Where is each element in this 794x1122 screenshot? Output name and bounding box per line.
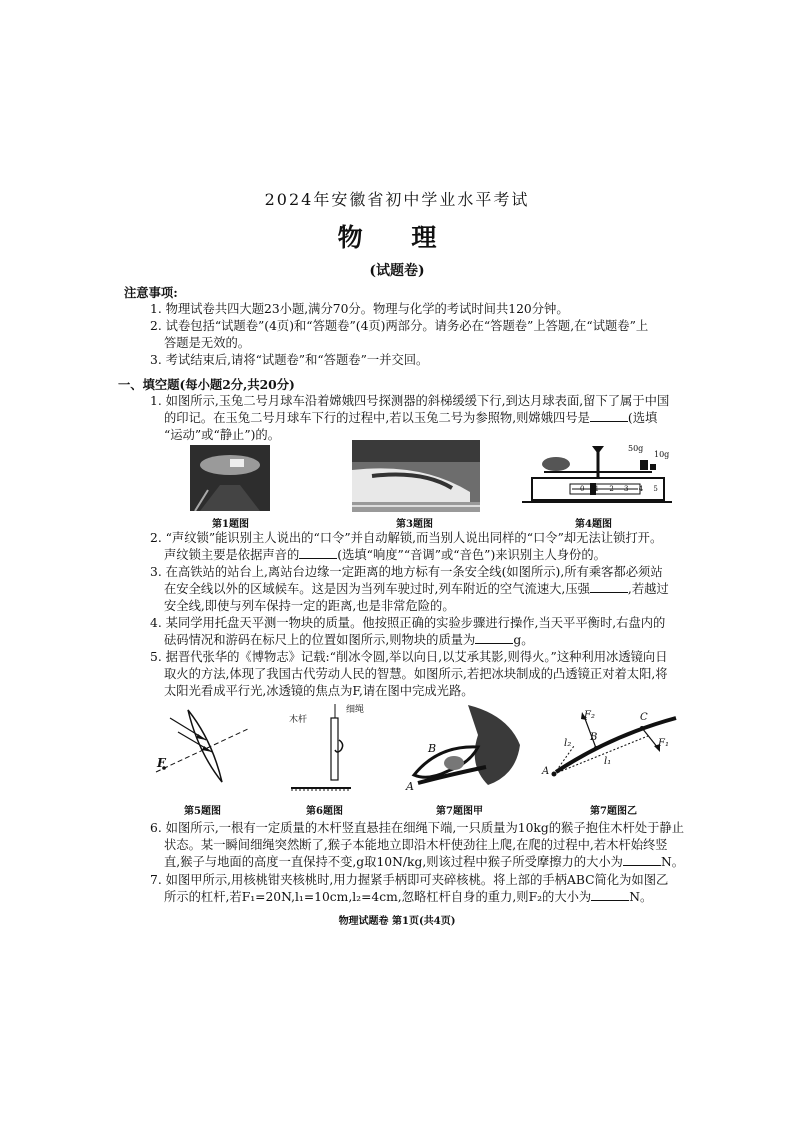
section-heading: 一、填空题(每小题2分,共20分) <box>118 377 295 392</box>
fig6-wood-label: 木杆 <box>289 715 308 725</box>
q6-line3: 直,猴子与地面的高度一直保持不变,g取10N/kg,则该过程中猴子所受摩擦力的大小为 N。 <box>164 855 685 869</box>
q3-line1: 3. 在高铁站的站台上,离站台边缘一定距离的地方标有一条安全线(如图所示),所有乘客都必须站 <box>150 565 663 579</box>
fig7b-label-A: A <box>542 766 550 777</box>
page-footer: 物理试题卷 第1页(共4页) <box>338 916 456 927</box>
q7-line2: 所示的杠杆,若F₁=20N,l₁=10cm,l₂=4cm,忽略杠杆自身的重力,则F₂的大小为 N。 <box>164 890 653 904</box>
q6-line1: 6. 如图所示,一根有一定质量的木杆竖直悬挂在细绳下端,一只质量为10kg的猴子抱住木杆处于静止 <box>150 821 685 835</box>
fig7a-nutcracker-photo <box>408 705 528 790</box>
fig1-caption: 第1题图 <box>212 519 249 530</box>
fig7b-caption: 第7题图乙 <box>590 806 637 817</box>
fig7b-label-F2: F₂ <box>584 710 595 721</box>
fig4-scale: 0 1 2 3 4 5 <box>580 485 662 493</box>
notice-item-2: 2. 试卷包括“试题卷”(4页)和“答题卷”(4页)两部分。请务必在“答题卷”上答题,在“试题卷”上 <box>150 319 649 333</box>
q4-line2: 砝码情况和游码在标尺上的位置如图所示,则物块的质量为 g。 <box>164 633 534 647</box>
fig7b-label-l2: l₂ <box>564 738 572 749</box>
notice-heading: 注意事项: <box>124 285 178 300</box>
fig3-train-photo <box>352 440 480 512</box>
q3-line3: 安全线,即使与列车保持一定的距离,也是非常危险的。 <box>164 599 455 613</box>
fig3-caption: 第3题图 <box>396 519 433 530</box>
fig7a-label-B: B <box>428 742 437 755</box>
notice-item-2-cont: 答题是无效的。 <box>164 336 251 350</box>
fig6-caption: 第6题图 <box>306 806 343 817</box>
paper-type: (试题卷) <box>369 263 425 279</box>
fig7a-caption: 第7题图甲 <box>436 806 483 817</box>
q1-answer-blank <box>590 410 628 422</box>
fig6-rope-label: 细绳 <box>346 705 365 715</box>
q6-line2: 状态。某一瞬间细绳突然断了,猴子本能地立即沿木杆使劲往上爬,在爬的过程中,若木杆始终竖 <box>164 838 668 852</box>
fig7b-label-l1: l₁ <box>604 756 612 767</box>
q5-line1: 5. 据晋代张华的《博物志》记载:“削冰令圆,举以向日,以艾承其影,则得火。”这种利用冰透镜向日 <box>150 650 668 664</box>
fig7b-label-C: C <box>640 712 648 723</box>
q3-line2: 在安全线以外的区域候车。这是因为当列车驶过时,列车附近的空气流速大,压强 ,若越过 <box>164 582 669 596</box>
q6-answer-blank <box>623 854 661 866</box>
fig1-rover-photo <box>190 445 270 511</box>
q2-answer-blank <box>299 547 337 559</box>
q5-line2: 取火的方法,体现了我国古代劳动人民的智慧。如图所示,若把冰块制成的凸透镜正对着太阳,将 <box>164 667 668 681</box>
fig4-weight-10g: 10g <box>654 450 670 459</box>
fig7b-label-B: B <box>590 732 598 743</box>
notice-item-3: 3. 考试结束后,请将“试题卷”和“答题卷”一并交回。 <box>150 353 429 367</box>
fig5-lens <box>150 700 260 795</box>
q1-line3: “运动”或“静止”)的。 <box>164 428 281 442</box>
q2-line2: 声纹锁主要是依据声音的 (选填“响度”“音调”或“音色”)来识别主人身份的。 <box>164 548 606 562</box>
q1-line2: 的印记。在玉兔二号月球车下行的过程中,若以玉兔二号为参照物,则嫦娥四号是 (选填 <box>164 411 658 425</box>
fig7b-label-F1: F₁ <box>658 738 669 749</box>
q1-line1: 1. 如图所示,玉兔二号月球车沿着嫦娥四号探测器的斜梯缓缓下行,到达月球表面,留下了属于中国 <box>150 394 670 408</box>
q2-line1: 2. “声纹锁”能识别主人说出的“口令”并自动解锁,而当别人说出同样的“口令”却无法让锁打开。 <box>150 531 663 545</box>
q5-line3: 太阳光看成平行光,冰透镜的焦点为F,请在图中完成光路。 <box>164 684 474 698</box>
exam-title: 2024年安徽省初中学业水平考试 <box>264 190 530 209</box>
fig4-weight-50g: 50g <box>628 444 644 453</box>
q4-answer-blank <box>475 632 513 644</box>
q7-answer-blank <box>591 889 629 901</box>
fig4-balance <box>522 440 672 515</box>
subject-title: 物 理 <box>337 223 457 252</box>
q4-line1: 4. 某同学用托盘天平测一物块的质量。他按照正确的实验步骤进行操作,当天平平衡时,右盘内的 <box>150 616 666 630</box>
notice-item-1: 1. 物理试卷共四大题23小题,满分70分。物理与化学的考试时间共120分钟。 <box>150 302 569 316</box>
fig4-caption: 第4题图 <box>575 519 612 530</box>
q7-line1: 7. 如图甲所示,用核桃钳夹核桃时,用力握紧手柄即可夹碎核桃。将上部的手柄ABC简化为如图乙 <box>150 873 669 887</box>
fig5-focus-label: F <box>157 756 166 770</box>
fig5-caption: 第5题图 <box>184 806 221 817</box>
q3-answer-blank <box>590 581 628 593</box>
fig7a-label-A: A <box>406 780 414 793</box>
